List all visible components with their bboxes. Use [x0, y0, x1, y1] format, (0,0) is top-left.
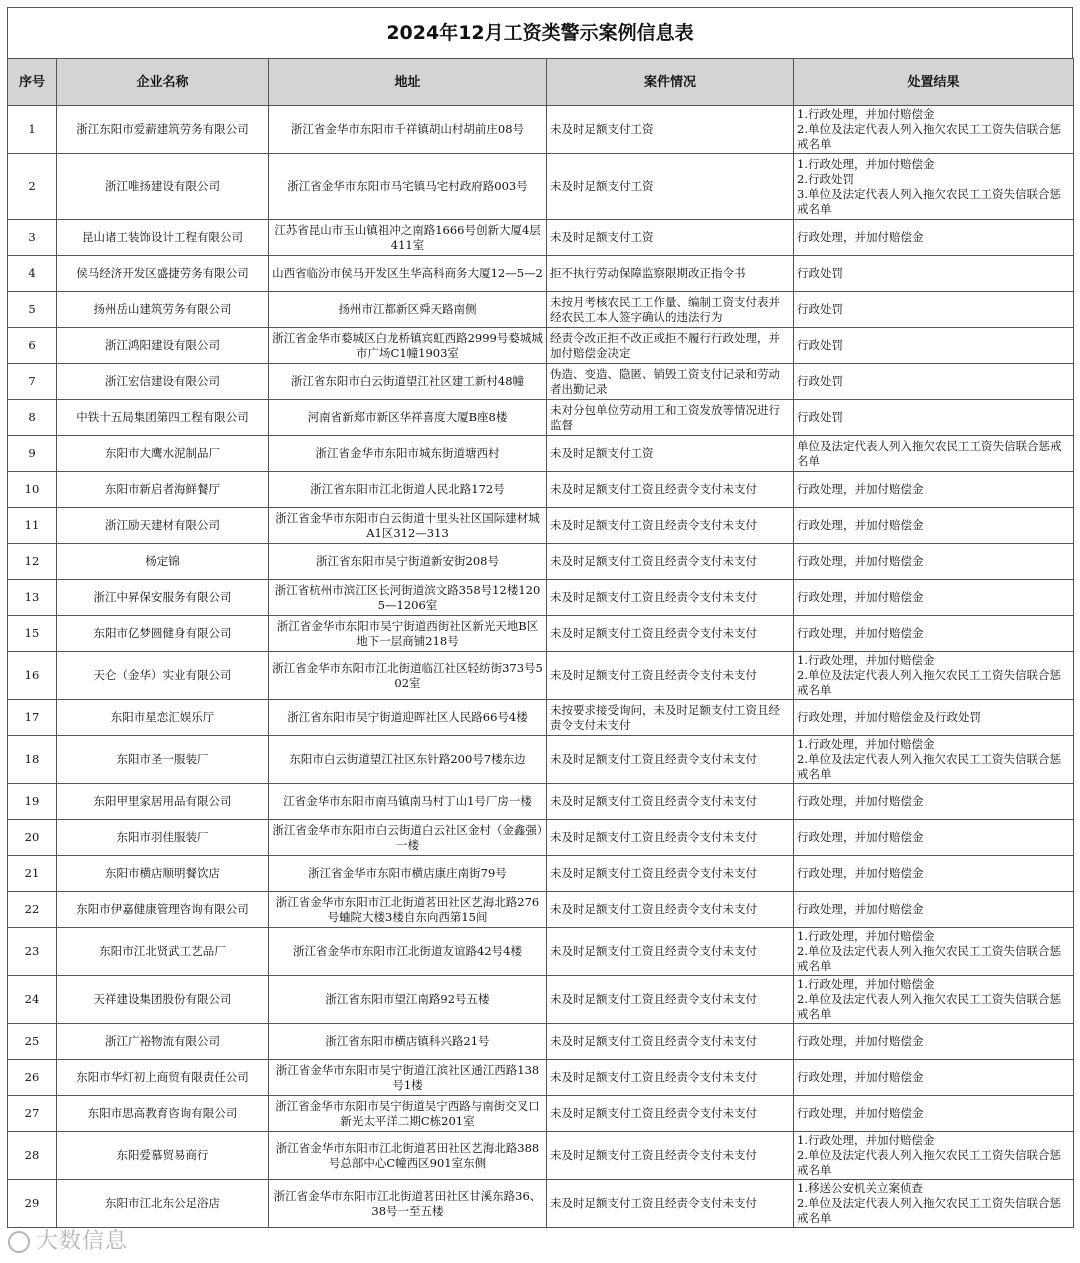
cell-index: 11 — [8, 508, 57, 544]
header-index: 序号 — [8, 59, 57, 106]
table-row — [8, 820, 1074, 856]
table-row — [8, 544, 1074, 580]
cell-address: 浙江省金华市东阳市吴宁街道江滨社区通江西路138号1楼 — [269, 1060, 547, 1096]
cell-company: 东阳市华灯初上商贸有限责任公司 — [57, 1060, 269, 1096]
cell-address: 扬州市江都新区舜天路南侧 — [269, 292, 547, 328]
cell-company: 浙江励天建材有限公司 — [57, 508, 269, 544]
cell-result: 行政处理，并加付赔偿金 — [794, 784, 1074, 820]
table-row — [8, 928, 1074, 976]
cell-company: 浙江东阳市爱薪建筑劳务有限公司 — [57, 106, 269, 154]
cell-company: 天祥建设集团股份有限公司 — [57, 976, 269, 1024]
cell-result: 1.移送公安机关立案侦查 2.单位及法定代表人列入拖欠农民工工资失信联合惩戒名单 — [794, 1180, 1074, 1228]
cell-company: 东阳市羽佳服装厂 — [57, 820, 269, 856]
cell-case: 未及时足额支付工资 — [547, 106, 794, 154]
cell-address: 浙江省杭州市滨江区长河街道滨文路358号12楼1205—1206室 — [269, 580, 547, 616]
table-row — [8, 436, 1074, 472]
table-row — [8, 1180, 1074, 1228]
header-address: 地址 — [269, 59, 547, 106]
cell-index: 19 — [8, 784, 57, 820]
table-title: 2024年12月工资类警示案例信息表 — [7, 7, 1073, 58]
cell-case: 伪造、变造、隐匿、销毁工资支付记录和劳动者出勤记录 — [547, 364, 794, 400]
cell-case: 未及时足额支付工资且经责令支付未支付 — [547, 856, 794, 892]
table-row — [8, 652, 1074, 700]
cell-case: 未对分包单位劳动用工和工资发放等情况进行监督 — [547, 400, 794, 436]
cell-index: 23 — [8, 928, 57, 976]
cell-index: 13 — [8, 580, 57, 616]
table-row — [8, 220, 1074, 256]
cell-company: 浙江唯扬建设有限公司 — [57, 154, 269, 220]
table-row — [8, 616, 1074, 652]
header-result: 处置结果 — [794, 59, 1074, 106]
table-row — [8, 856, 1074, 892]
table-row — [8, 1096, 1074, 1132]
cell-result: 行政处理，并加付赔偿金 — [794, 892, 1074, 928]
cell-company: 浙江广裕物流有限公司 — [57, 1024, 269, 1060]
cell-address: 浙江省金华市东阳市城东街道塘西村 — [269, 436, 547, 472]
cell-index: 7 — [8, 364, 57, 400]
cell-case: 未及时足额支付工资且经责令支付未支付 — [547, 652, 794, 700]
cell-case: 未及时足额支付工资且经责令支付未支付 — [547, 820, 794, 856]
cell-company: 东阳市江北贤武工艺品厂 — [57, 928, 269, 976]
document — [7, 7, 1073, 1228]
cell-case: 未及时足额支付工资且经责令支付未支付 — [547, 580, 794, 616]
cell-address: 浙江省东阳市吴宁街道新安街208号 — [269, 544, 547, 580]
table-row — [8, 400, 1074, 436]
cell-case: 未及时足额支付工资 — [547, 436, 794, 472]
cell-address: 浙江省金华市东阳市横店康庄南街79号 — [269, 856, 547, 892]
cell-address: 江省金华市东阳市南马镇南马村丁山1号厂房一楼 — [269, 784, 547, 820]
cell-address: 浙江省东阳市江北街道人民北路172号 — [269, 472, 547, 508]
cell-index: 10 — [8, 472, 57, 508]
cell-address: 浙江省金华市东阳市白云街道十里头社区国际建材城A1区312—313 — [269, 508, 547, 544]
cell-address: 浙江省金华市东阳市江北街道临江社区轻纺街373号502室 — [269, 652, 547, 700]
cell-index: 8 — [8, 400, 57, 436]
cell-index: 1 — [8, 106, 57, 154]
cell-case: 未及时足额支付工资且经责令支付未支付 — [547, 976, 794, 1024]
cell-company: 东阳市横店顺明餐饮店 — [57, 856, 269, 892]
cell-result: 行政处罚 — [794, 256, 1074, 292]
cell-company: 扬州岳山建筑劳务有限公司 — [57, 292, 269, 328]
cell-result: 行政处理，并加付赔偿金 — [794, 508, 1074, 544]
cell-result: 行政处罚 — [794, 328, 1074, 364]
table-row — [8, 784, 1074, 820]
cell-case: 未按要求接受询问，未及时足额支付工资且经责令支付未支付 — [547, 700, 794, 736]
cell-index: 5 — [8, 292, 57, 328]
watermark-text: 大数信息 — [36, 1229, 129, 1254]
cell-index: 4 — [8, 256, 57, 292]
cell-result: 行政处罚 — [794, 292, 1074, 328]
cell-result: 行政处理，并加付赔偿金 — [794, 472, 1074, 508]
table-body — [8, 106, 1074, 1228]
cell-case: 未及时足额支付工资且经责令支付未支付 — [547, 616, 794, 652]
cell-address: 浙江省金华市东阳市千祥镇胡山村胡前庄08号 — [269, 106, 547, 154]
cell-index: 27 — [8, 1096, 57, 1132]
table-row — [8, 736, 1074, 784]
cell-address: 浙江省东阳市望江南路92号五楼 — [269, 976, 547, 1024]
cell-address: 浙江省东阳市白云街道望江社区建工新村48幢 — [269, 364, 547, 400]
cell-index: 2 — [8, 154, 57, 220]
cell-company: 东阳市思高教育咨询有限公司 — [57, 1096, 269, 1132]
cell-company: 东阳甲里家居用品有限公司 — [57, 784, 269, 820]
cell-case: 未及时足额支付工资且经责令支付未支付 — [547, 1060, 794, 1096]
cell-index: 24 — [8, 976, 57, 1024]
cell-case: 未及时足额支付工资且经责令支付未支付 — [547, 544, 794, 580]
cell-index: 20 — [8, 820, 57, 856]
cell-result: 行政处罚 — [794, 400, 1074, 436]
cell-case: 未及时足额支付工资且经责令支付未支付 — [547, 508, 794, 544]
cell-index: 6 — [8, 328, 57, 364]
table-row — [8, 1060, 1074, 1096]
cell-address: 浙江省金华市东阳市江北街道茗田社区甘溪东路36、38号一至五楼 — [269, 1180, 547, 1228]
cell-case: 未及时足额支付工资且经责令支付未支付 — [547, 784, 794, 820]
cell-company: 天仑（金华）实业有限公司 — [57, 652, 269, 700]
cell-result: 行政处理，并加付赔偿金 — [794, 1096, 1074, 1132]
table-row — [8, 1024, 1074, 1060]
cell-company: 东阳市亿梦圆健身有限公司 — [57, 616, 269, 652]
table-row — [8, 292, 1074, 328]
cell-company: 昆山诸工装饰设计工程有限公司 — [57, 220, 269, 256]
cell-address: 浙江省金华市东阳市白云街道白云社区金村（金鑫强）一楼 — [269, 820, 547, 856]
table-row — [8, 364, 1074, 400]
cell-result: 行政处理，并加付赔偿金 — [794, 1060, 1074, 1096]
cell-company: 东阳市星恋汇娱乐厅 — [57, 700, 269, 736]
cell-result: 行政处理，并加付赔偿金 — [794, 820, 1074, 856]
cell-case: 经责令改正拒不改正或拒不履行行政处理，并加付赔偿金决定 — [547, 328, 794, 364]
table-row — [8, 154, 1074, 220]
header-row — [8, 59, 1074, 106]
cell-index: 15 — [8, 616, 57, 652]
cell-company: 杨定锦 — [57, 544, 269, 580]
cell-case: 未及时足额支付工资且经责令支付未支付 — [547, 736, 794, 784]
cell-result: 行政处理，并加付赔偿金 — [794, 856, 1074, 892]
cell-result: 1.行政处理，并加付赔偿金 2.单位及法定代表人列入拖欠农民工工资失信联合惩戒名单 — [794, 652, 1074, 700]
cell-case: 拒不执行劳动保障监察限期改正指令书 — [547, 256, 794, 292]
cell-address: 浙江省金华市东阳市马宅镇马宅村政府路003号 — [269, 154, 547, 220]
cell-result: 行政处理，并加付赔偿金 — [794, 1024, 1074, 1060]
cell-index: 18 — [8, 736, 57, 784]
cell-case: 未及时足额支付工资且经责令支付未支付 — [547, 472, 794, 508]
case-table — [7, 58, 1074, 1228]
cell-company: 东阳市伊嘉健康管理咨询有限公司 — [57, 892, 269, 928]
cell-index: 21 — [8, 856, 57, 892]
header-company: 企业名称 — [57, 59, 269, 106]
cell-case: 未及时足额支付工资且经责令支付未支付 — [547, 1096, 794, 1132]
cell-result: 行政处罚 — [794, 364, 1074, 400]
table-row — [8, 976, 1074, 1024]
table-row — [8, 508, 1074, 544]
cell-index: 17 — [8, 700, 57, 736]
cell-result: 1.行政处理，并加付赔偿金 2.单位及法定代表人列入拖欠农民工工资失信联合惩戒名单 — [794, 106, 1074, 154]
table-row — [8, 892, 1074, 928]
cell-address: 浙江省金华市东阳市江北街道友谊路42号4楼 — [269, 928, 547, 976]
watermark-logo-icon — [8, 1231, 30, 1253]
cell-address: 浙江省金华市东阳市江北街道茗田社区艺海北路276号蛐院大楼3楼自东向西第15间 — [269, 892, 547, 928]
table-row — [8, 256, 1074, 292]
cell-result: 行政处理，并加付赔偿金 — [794, 580, 1074, 616]
cell-index: 12 — [8, 544, 57, 580]
table-row — [8, 1132, 1074, 1180]
table-row — [8, 472, 1074, 508]
cell-index: 16 — [8, 652, 57, 700]
cell-address: 浙江省金华市东阳市吴宁街道吴宁西路与南街交叉口新光太平洋二期C栋201室 — [269, 1096, 547, 1132]
cell-index: 22 — [8, 892, 57, 928]
cell-case: 未按月考核农民工工作量、编制工资支付表并经农民工本人签字确认的违法行为 — [547, 292, 794, 328]
cell-result: 1.行政处理，并加付赔偿金 2.单位及法定代表人列入拖欠农民工工资失信联合惩戒名单 — [794, 736, 1074, 784]
cell-company: 浙江中昇保安服务有限公司 — [57, 580, 269, 616]
cell-company: 东阳市新启者海鲜餐厅 — [57, 472, 269, 508]
cell-result: 行政处理，并加付赔偿金 — [794, 544, 1074, 580]
table-row — [8, 700, 1074, 736]
cell-address: 浙江省金华市东阳市江北街道茗田社区艺海北路388号总部中心C幢西区901室东侧 — [269, 1132, 547, 1180]
cell-case: 未及时足额支付工资且经责令支付未支付 — [547, 1132, 794, 1180]
cell-result: 1.行政处理，并加付赔偿金 2.单位及法定代表人列入拖欠农民工工资失信联合惩戒名单 — [794, 928, 1074, 976]
cell-result: 行政处理，并加付赔偿金 — [794, 220, 1074, 256]
cell-result: 行政处理，并加付赔偿金及行政处罚 — [794, 700, 1074, 736]
cell-index: 29 — [8, 1180, 57, 1228]
table-row — [8, 328, 1074, 364]
cell-result: 1.行政处理，并加付赔偿金 2.单位及法定代表人列入拖欠农民工工资失信联合惩戒名单 — [794, 1132, 1074, 1180]
cell-address: 河南省新郑市新区华祥喜度大厦B座8楼 — [269, 400, 547, 436]
cell-address: 浙江省东阳市横店镇科兴路21号 — [269, 1024, 547, 1060]
cell-company: 浙江宏信建设有限公司 — [57, 364, 269, 400]
cell-index: 26 — [8, 1060, 57, 1096]
table-row — [8, 580, 1074, 616]
header-case: 案件情况 — [547, 59, 794, 106]
cell-case: 未及时足额支付工资且经责令支付未支付 — [547, 1024, 794, 1060]
cell-company: 浙江鸿阳建设有限公司 — [57, 328, 269, 364]
cell-company: 东阳市大鹰水泥制品厂 — [57, 436, 269, 472]
cell-index: 9 — [8, 436, 57, 472]
cell-address: 山西省临汾市侯马开发区生华高科商务大厦12—5—2 — [269, 256, 547, 292]
table-row — [8, 106, 1074, 154]
watermark — [8, 1224, 128, 1255]
cell-result: 单位及法定代表人列入拖欠农民工工资失信联合惩戒名单 — [794, 436, 1074, 472]
cell-address: 浙江省金华市婺城区白龙桥镇宾虹西路2999号婺城城市广场C1幢1903室 — [269, 328, 547, 364]
cell-case: 未及时足额支付工资且经责令支付未支付 — [547, 892, 794, 928]
cell-address: 东阳市白云街道望江社区东针路200号7楼东边 — [269, 736, 547, 784]
cell-company: 东阳爱慕贸易商行 — [57, 1132, 269, 1180]
cell-company: 东阳市江北东公足浴店 — [57, 1180, 269, 1228]
cell-result: 1.行政处理，并加付赔偿金 2.行政处罚 3.单位及法定代表人列入拖欠农民工工资失信联合惩戒名单 — [794, 154, 1074, 220]
cell-case: 未及时足额支付工资且经责令支付未支付 — [547, 928, 794, 976]
cell-company: 侯马经济开发区盛捷劳务有限公司 — [57, 256, 269, 292]
cell-company: 东阳市圣一服装厂 — [57, 736, 269, 784]
cell-address: 浙江省金华市东阳市吴宁街道西街社区新光天地B区地下一层商铺218号 — [269, 616, 547, 652]
cell-case: 未及时足额支付工资 — [547, 154, 794, 220]
cell-index: 28 — [8, 1132, 57, 1180]
cell-address: 江苏省昆山市玉山镇祖冲之南路1666号创新大厦4层411室 — [269, 220, 547, 256]
cell-address: 浙江省东阳市吴宁街道迎晖社区人民路66号4楼 — [269, 700, 547, 736]
cell-case: 未及时足额支付工资 — [547, 220, 794, 256]
cell-company: 中铁十五局集团第四工程有限公司 — [57, 400, 269, 436]
cell-result: 1.行政处理，并加付赔偿金 2.单位及法定代表人列入拖欠农民工工资失信联合惩戒名单 — [794, 976, 1074, 1024]
cell-result: 行政处理，并加付赔偿金 — [794, 616, 1074, 652]
cell-index: 3 — [8, 220, 57, 256]
cell-index: 25 — [8, 1024, 57, 1060]
cell-case: 未及时足额支付工资且经责令支付未支付 — [547, 1180, 794, 1228]
